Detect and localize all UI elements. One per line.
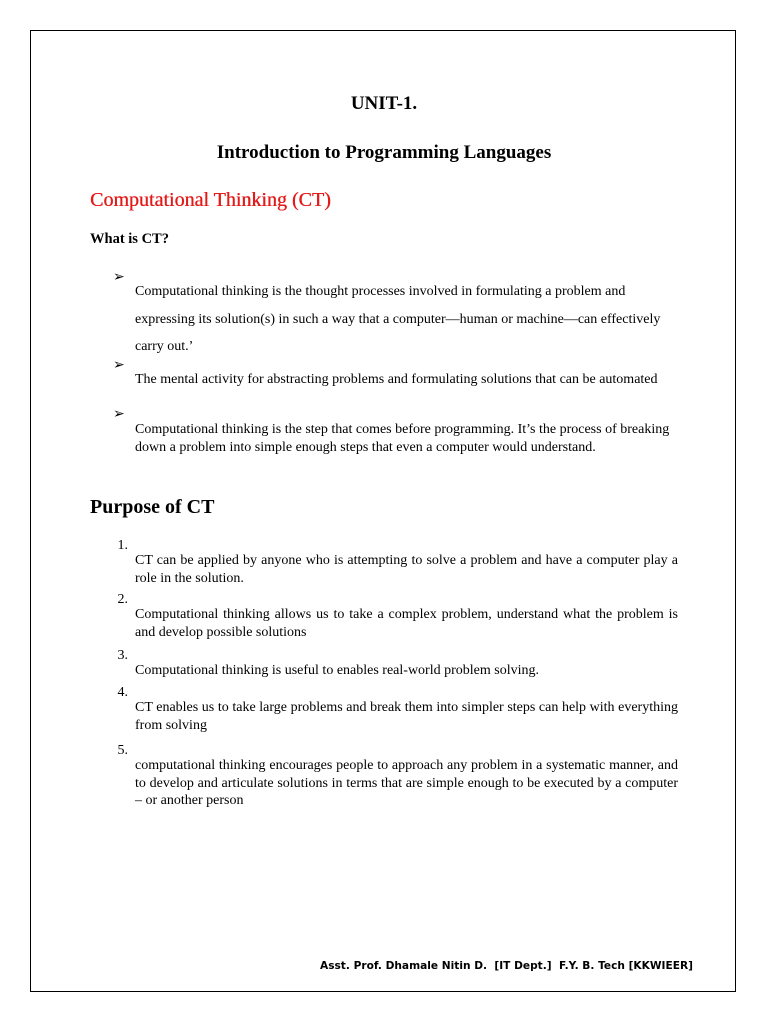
list-item-number: 1.	[117, 538, 128, 553]
bullet-text: Computational thinking is the thought processes involved in formulating a problem and expressing its solution(s) in such a way that a computer—human or machine—can effectively carry out.’	[135, 284, 661, 354]
list-item-text: computational thinking encourages people to approach any problem in a systematic manner, and to develop and articulate solutions in terms that are simple enough to be executed by a computer – or another person	[135, 758, 678, 808]
list-item-text: Computational thinking allows us to take a complex problem, understand what the problem is and develop possible solutions	[135, 607, 678, 640]
section-heading-purpose: Purpose of CT	[90, 496, 215, 518]
arrow-bullet-icon: ➢	[113, 358, 125, 373]
arrow-bullet-icon: ➢	[113, 407, 125, 422]
list-item-number: 3.	[117, 648, 128, 663]
list-item-text: Computational thinking is useful to enables real-world problem solving.	[135, 663, 539, 678]
list-item-number: 5.	[117, 743, 128, 758]
list-item-text: CT can be applied by anyone who is attempting to solve a problem and have a computer play a role in the solution.	[135, 553, 678, 586]
arrow-bullet-icon: ➢	[113, 270, 125, 285]
main-title: Introduction to Programming Languages	[216, 142, 552, 163]
section-heading-ct	[90, 189, 331, 212]
list-item-text: CT enables us to take large problems and break them into simpler steps can help with everything from solving	[135, 700, 678, 733]
list-item-number: 2.	[117, 592, 128, 607]
bullet-text: The mental activity for abstracting problems and formulating solutions that can be automated	[135, 372, 658, 387]
subheading-what-is-ct: What is CT?	[90, 231, 169, 247]
list-item-number: 4.	[117, 685, 128, 700]
bullet-text: Computational thinking is the step that comes before programming. It’s the process of breaking down a problem into simple enough steps that even a computer would understand.	[135, 422, 670, 455]
unit-title: UNIT-1.	[350, 93, 418, 114]
section-heading-ct-text: Computational Thinking (CT)	[90, 189, 331, 211]
page-footer: Asst. Prof. Dhamale Nitin D. [IT Dept.] F.Y. B. Tech [KKWIEER]	[320, 960, 693, 972]
